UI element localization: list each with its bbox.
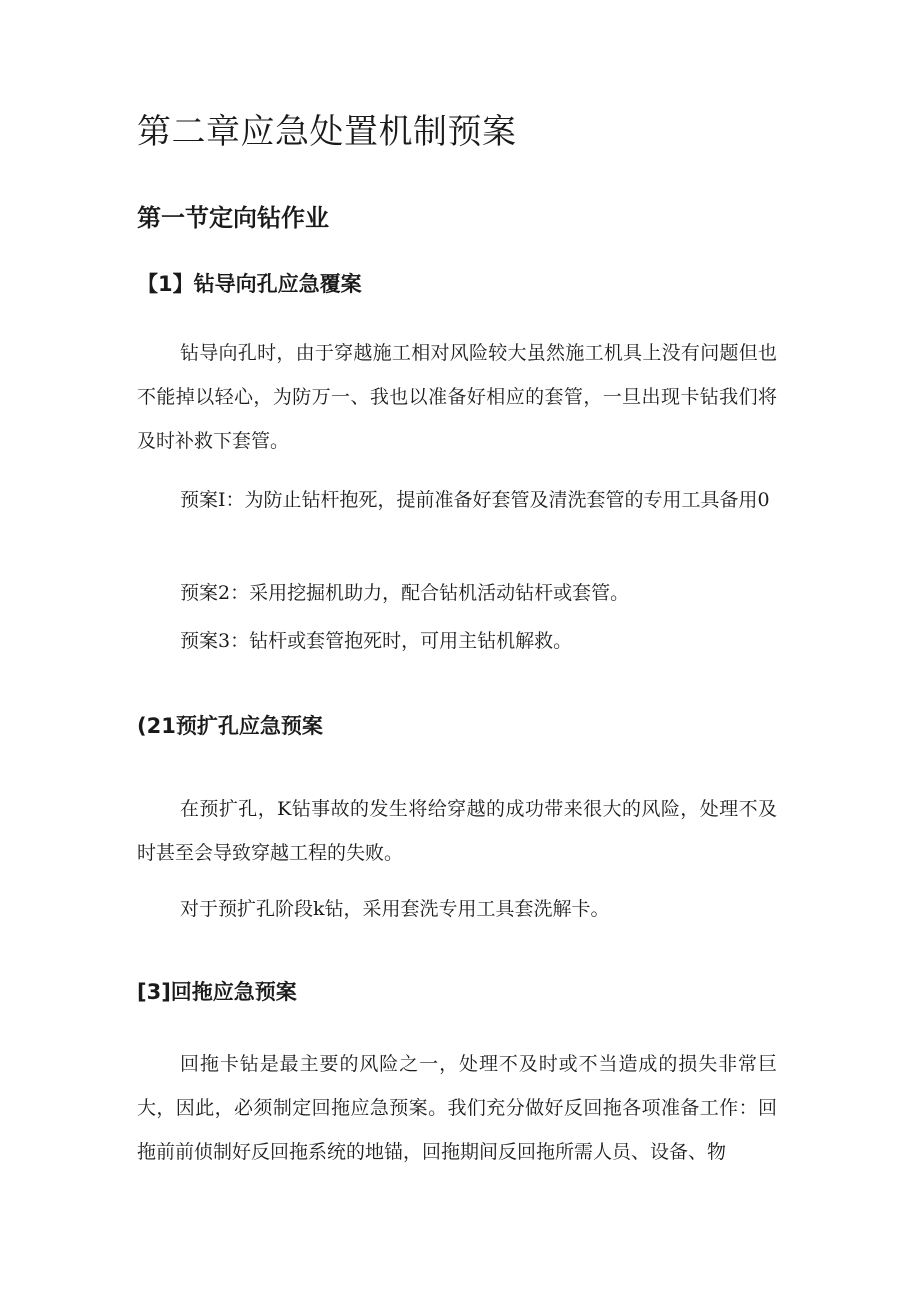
subsection-heading: 【1】钻导向孔应急覆案 bbox=[137, 272, 362, 296]
body-paragraph: 钻导向孔时，由于穿越施工相对风险较大虽然施工机具上没有问题但也不能掉以轻心，为防万一、我也以准备好相应的套管，一旦出现卡钻我们将及时补救下套管。 bbox=[137, 342, 777, 452]
section-title: 第一节定向钻作业 bbox=[137, 204, 329, 232]
body-paragraph: 预案2：采用挖掘机助力，配合钻机活动钻杆或套管。 bbox=[180, 582, 630, 604]
body-paragraph: 预案3：钻杆或套管抱死时，可用主钻机解救。 bbox=[180, 630, 573, 652]
body-paragraph: 对于预扩孔阶段k钻，采用套洗专用工具套洗解卡。 bbox=[180, 898, 610, 920]
chapter-title: 第二章应急处置机制预案 bbox=[137, 112, 517, 152]
subsection-heading: [3]回拖应急预案 bbox=[137, 980, 297, 1004]
subsection-heading: (21预扩孔应急预案 bbox=[137, 714, 323, 738]
body-paragraph: 预案I：为防止钻杆抱死，提前准备好套管及清洗套管的专用工具备用0 bbox=[180, 489, 770, 511]
body-paragraph: 在预扩孔，K钻事故的发生将给穿越的成功带来很大的风险，处理不及时甚至会导致穿越工程的失败。 bbox=[137, 798, 777, 864]
body-paragraph: 回拖卡钻是最主要的风险之一，处理不及时或不当造成的损失非常巨大，因此，必须制定回拖应急预案。我们充分做好反回拖各项准备工作：回拖前前侦制好反回拖系统的地锚，回拖期间反回拖所需人员、设备、物 bbox=[137, 1053, 777, 1163]
